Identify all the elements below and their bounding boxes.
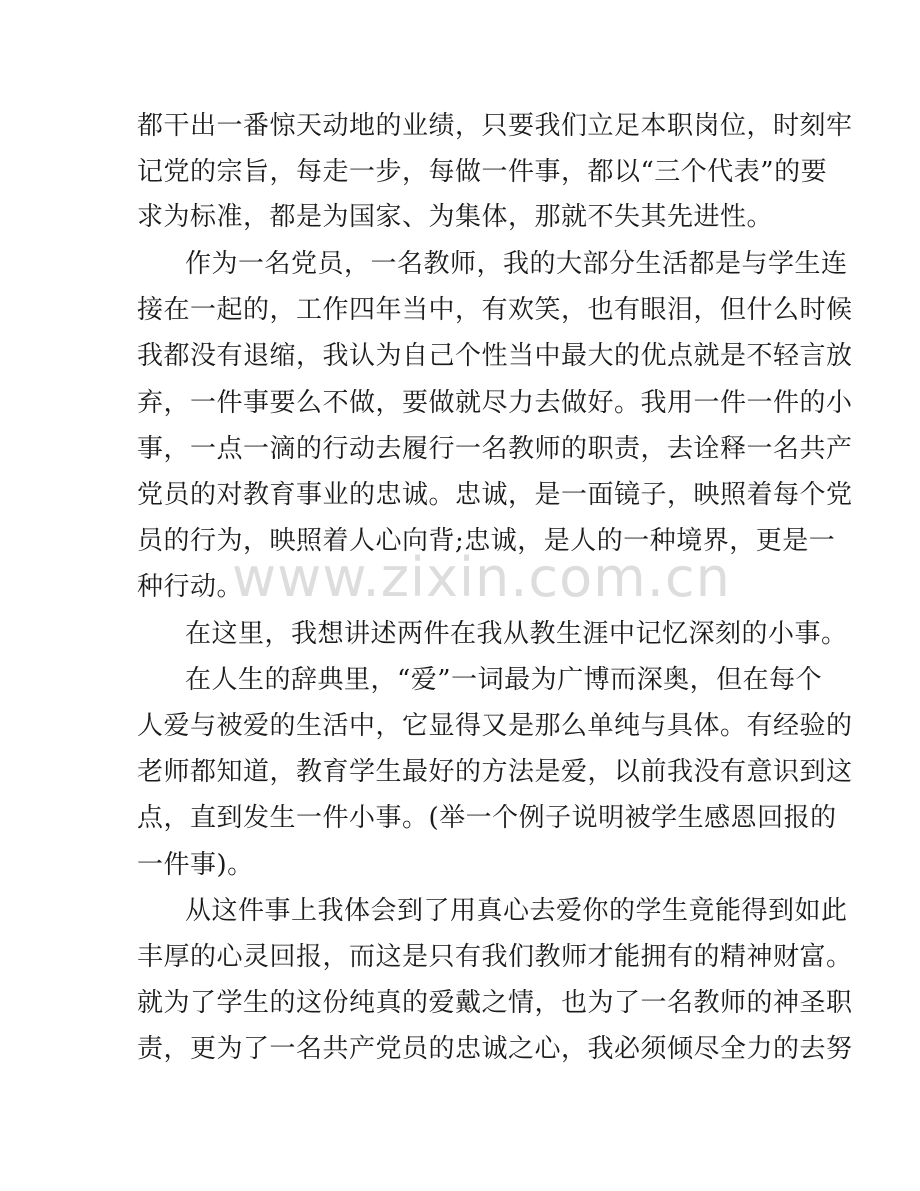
text-line: 记党的宗旨，每走一步，每做一件事，都以“三个代表”的要	[137, 157, 828, 187]
paragraph-first-line: 在这里，我想讲述两件在我从教生涯中记忆深刻的小事。	[185, 619, 848, 649]
text-line: 点，直到发生一件小事。(举一个例子说明被学生感恩回报的	[137, 803, 837, 833]
text-line: 事，一点一滴的行动去履行一名教师的职责，去诠释一名共产	[137, 434, 853, 464]
paragraph-first-line: 作为一名党员，一名教师，我的大部分生活都是与学生连	[185, 249, 848, 279]
text-line: 种行动。	[137, 572, 244, 602]
text-line: 老师都知道，教育学生最好的方法是爱，以前我没有意识到这	[137, 757, 853, 787]
text-line: 一件事)。	[137, 850, 254, 880]
paragraph-first-line: 从这件事上我体会到了用真心去爱你的学生竟能得到如此	[185, 896, 848, 926]
text-line: 党员的对教育事业的忠诚。忠诚，是一面镜子，映照着每个党	[137, 480, 853, 510]
text-line: 丰厚的心灵回报，而这是只有我们教师才能拥有的精神财富。	[137, 942, 853, 972]
watermark: www.zixin.com.cn	[232, 546, 731, 609]
paragraph-first-line: 在人生的辞典里，“爱”一词最为广博而深奥，但在每个	[185, 665, 823, 695]
text-line: 我都没有退缩，我认为自己个性当中最大的优点就是不轻言放	[137, 341, 853, 371]
text-line: 接在一起的，工作四年当中，有欢笑，也有眼泪，但什么时候	[137, 295, 853, 325]
text-line: 人爱与被爱的生活中，它显得又是那么单纯与具体。有经验的	[137, 711, 853, 741]
text-line: 求为标准，都是为国家、为集体，那就不失其先进性。	[137, 202, 774, 232]
text-line: 都干出一番惊天动地的业绩，只要我们立足本职岗位，时刻牢	[137, 111, 853, 141]
text-line: 员的行为，映照着人心向背;忠诚，是人的一种境界，更是一	[137, 526, 836, 556]
text-line: 弃，一件事要么不做，要做就尽力去做好。我用一件一件的小	[137, 388, 853, 418]
text-line: 就为了学生的这份纯真的爱戴之情，也为了一名教师的神圣职	[137, 988, 853, 1018]
text-line: 责，更为了一名共产党员的忠诚之心，我必须倾尽全力的去努	[137, 1034, 853, 1064]
